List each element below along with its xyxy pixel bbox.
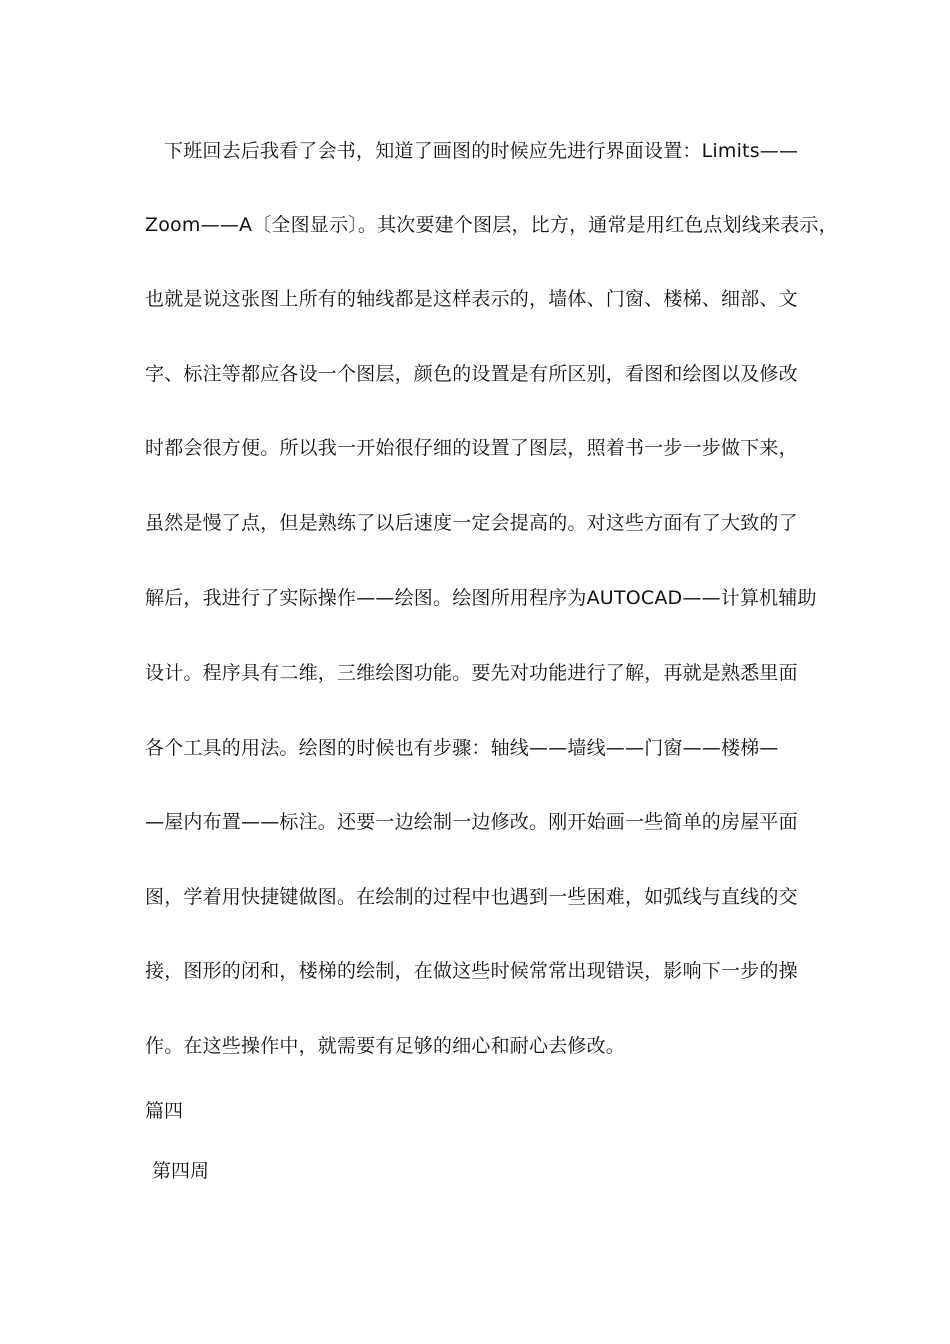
paragraph-line-8: 设计。程序具有二维，三维绘图功能。要先对功能进行了解，再就是熟悉里面 xyxy=(145,662,798,684)
paragraph-line-6: 虽然是慢了点，但是熟练了以后速度一定会提高的。对这些方面有了大致的了 xyxy=(145,512,798,534)
paragraph-line-13: 作。在这些操作中，就需要有足够的细心和耐心去修改。 xyxy=(145,1035,626,1057)
paragraph-line-5: 时都会很方便。所以我一开始很仔细的设置了图层，照着书一步一步做下来， xyxy=(145,437,798,459)
paragraph-line-2: Zoom——A〔全图显示〕。其次要建个图层，比方，通常是用红色点划线来表示， xyxy=(145,214,838,236)
paragraph-line-3: 也就是说这张图上所有的轴线都是这样表示的，墙体、门窗、楼梯、细部、文 xyxy=(145,288,798,310)
paragraph-line-7: 解后，我进行了实际操作——绘图。绘图所用程序为AUTOCAD——计算机辅助 xyxy=(145,587,817,609)
section-title: 篇四 xyxy=(145,1100,184,1122)
paragraph-line-12: 接，图形的闭和，楼梯的绘制，在做这些时候常常出现错误，影响下一步的操 xyxy=(145,960,798,982)
paragraph-line-1: 下班回去后我看了会书，知道了画图的时候应先进行界面设置：Limits—— xyxy=(164,140,799,162)
paragraph-line-11: 图，学着用快捷键做图。在绘制的过程中也遇到一些困难，如弧线与直线的交 xyxy=(145,886,798,908)
paragraph-line-10: —屋内布置——标注。还要一边绘制一边修改。刚开始画一些简单的房屋平面 xyxy=(145,811,798,833)
paragraph-line-4: 字、标注等都应各设一个图层，颜色的设置是有所区别，看图和绘图以及修改 xyxy=(145,363,798,385)
paragraph-line-9: 各个工具的用法。绘图的时候也有步骤：轴线——墙线——门窗——楼梯— xyxy=(145,737,779,759)
subsection-title: 第四周 xyxy=(152,1160,210,1182)
